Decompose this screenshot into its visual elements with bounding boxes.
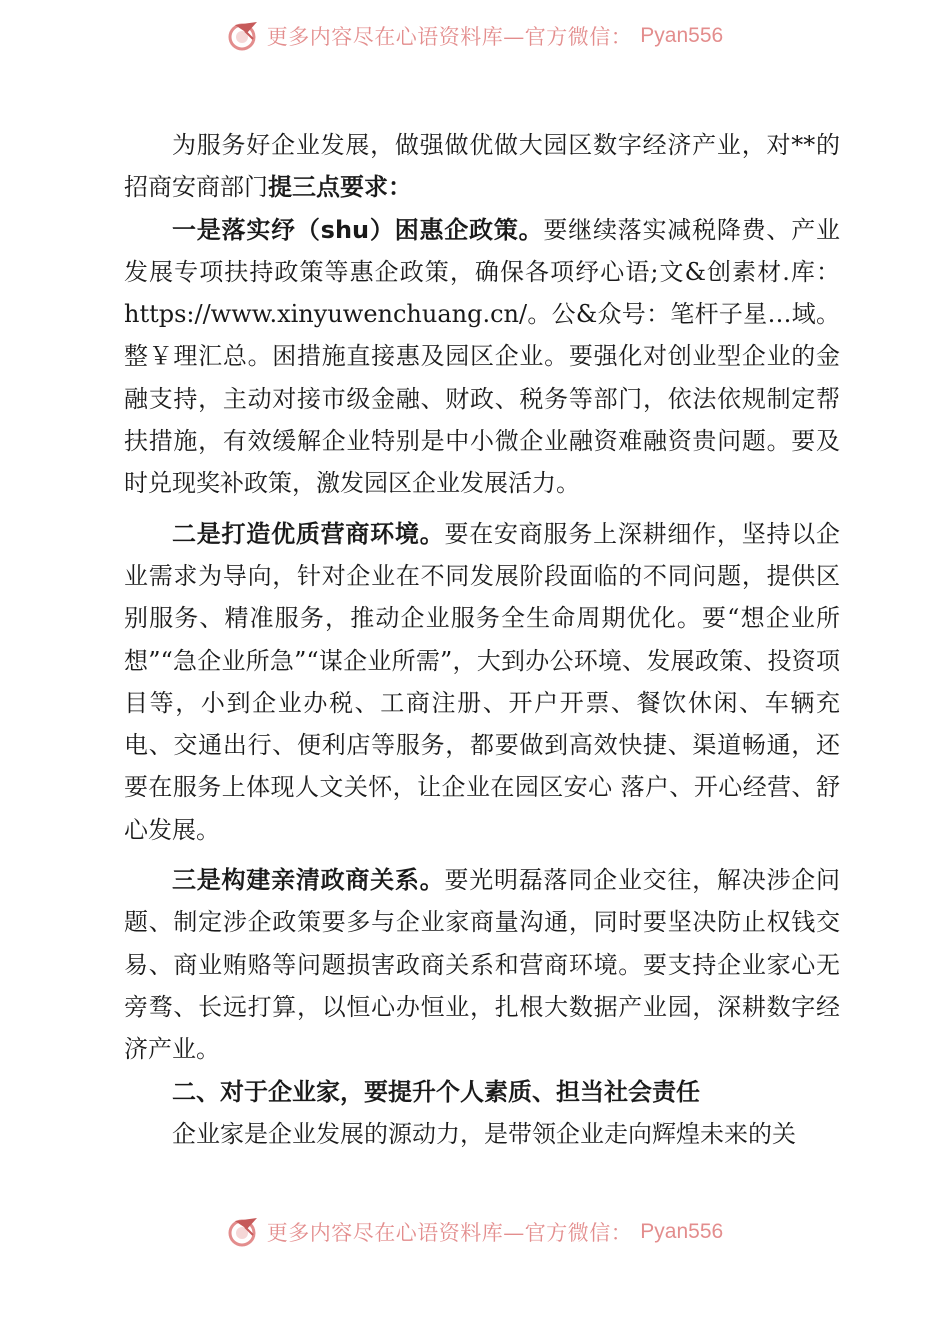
point3-text: 要光明磊落同企业交往，解决涉企问题、制定涉企政策要多与企业家商量沟通，同时要坚决防止权钱交易、商业贿赂等问题损害政商关系和营商环境。要支持企业家心无旁骛、长远打算，以恒心办恒业，扎根大数据产业园，深耕数字经济产业。: [124, 866, 841, 1064]
logo-icon: [227, 19, 261, 53]
section2-heading: 二、对于企业家，要提升个人素质、担当社会责任: [172, 1077, 700, 1106]
intro-bold: 提三点要求：: [268, 173, 412, 202]
point1-paragraph: [124, 209, 840, 505]
point2-heading: 二是打造优质营商环境。: [172, 519, 445, 548]
header-banner-id: Pyan556: [640, 24, 724, 47]
intro-text: 为服务好企业发展，做强做优做大园区数字经济产业，对**的招商安商部门: [124, 131, 840, 202]
footer-banner-id: Pyan556: [640, 1220, 724, 1243]
document-body: [124, 124, 840, 1155]
header-banner: [0, 16, 950, 56]
point1-text: 要继续落实减税降费、产业发展专项扶持政策等惠企政策，确保各项纾心语;文&创素材.库：https://www.xinyuwenchuang.cn/。公&众号：笔杆子星…域。整￥理汇总。困措施直接惠及园区企业。要强化对创业型企业的金融支持，主动对接市级金融、财政、税务等部门，依法依规制定帮扶措施，有效缓解企业特别是中小微企业融资难融资贵问题。要及时兑现奖补政策，激发园区企业发展活力。: [124, 215, 840, 498]
point3-paragraph: [124, 859, 840, 1070]
logo-icon: [227, 1215, 261, 1249]
intro-paragraph: [124, 124, 840, 209]
header-banner-text: 更多内容尽在心语资料库—官方微信：: [266, 25, 633, 49]
footer-banner: [0, 1212, 950, 1252]
footer-banner-text: 更多内容尽在心语资料库—官方微信：: [266, 1221, 633, 1245]
section2-paragraph: 企业家是企业发展的源动力，是带领企业走向辉煌未来的关: [172, 1119, 796, 1148]
point1-heading: 一是落实纾（shu）困惠企政策。: [172, 215, 544, 244]
point2-paragraph: [124, 513, 840, 851]
point3-heading: 三是构建亲清政商关系。: [172, 866, 445, 895]
point2-text: 要在安商服务上深耕细作，坚持以企业需求为导向，针对企业在不同发展阶段面临的不同问题，提供区别服务、精准服务，推动企业服务全生命周期优化。要“想企业所想”“急企业所急”“谋企业所需”，大到办公环境、发展政策、投资项目等，小到企业办税、工商注册、开户开票、餐饮休闲、车辆充电、交通出行、便利店等服务，都要做到高效快捷、渠道畅通，还要在服务上体现人文关怀，让企业在园区安心 落户、开心经营、舒心发展。: [124, 519, 841, 844]
